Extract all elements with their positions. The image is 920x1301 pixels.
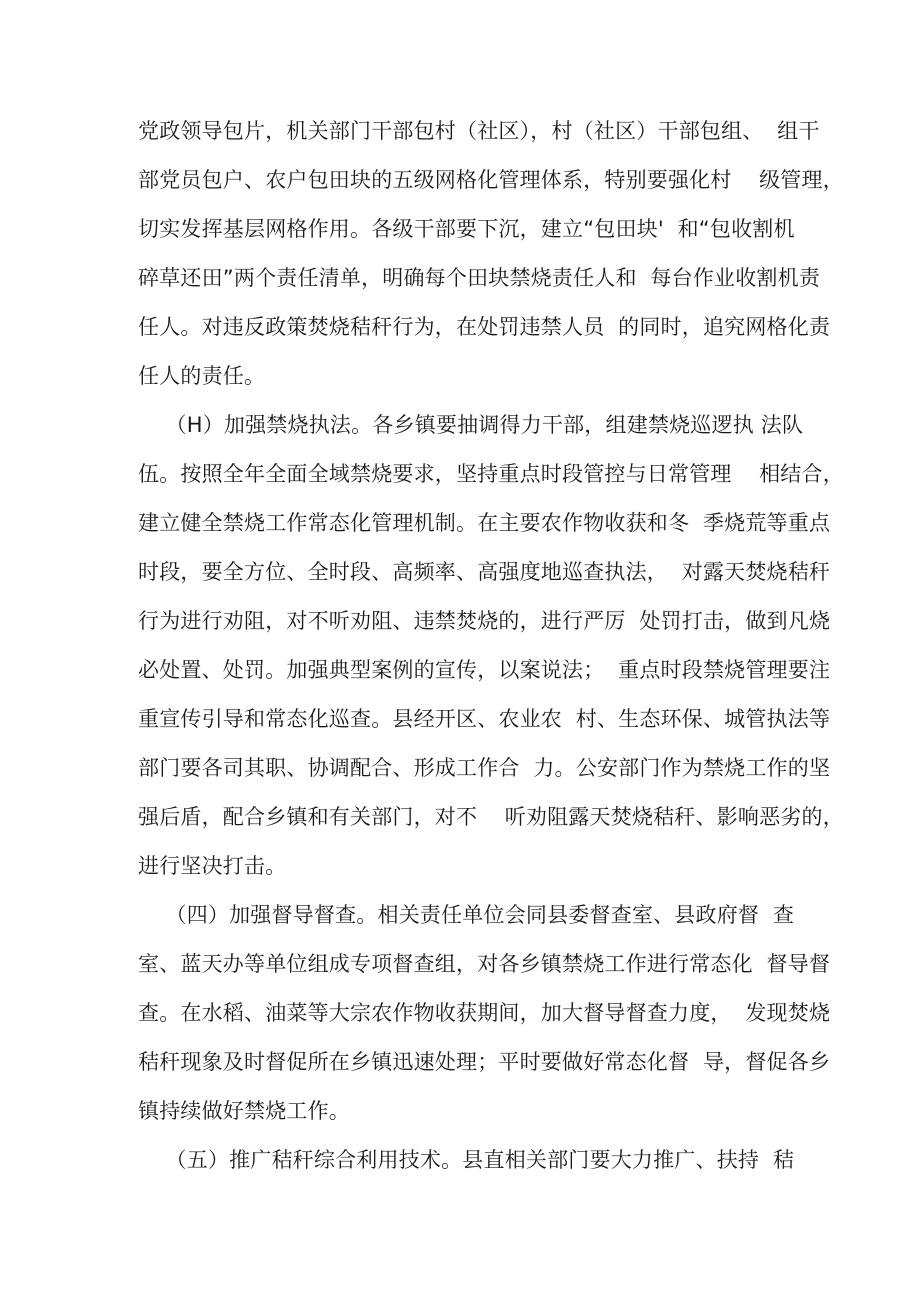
text-line: 部门要各司其职、协调配合、形成工作合 力。公安部门作为禁烧工作的坚	[138, 756, 831, 780]
text-line: 建立健全禁烧工作常态化管理机制。在主要农作物收获和冬 季烧荒等重点	[138, 511, 831, 535]
text-line: 时段，要全方位、全时段、高频率、高强度地巡查执法， 对露天焚烧秸秆	[138, 560, 831, 584]
text-line: 镇持续做好禁烧工作。	[138, 1099, 350, 1123]
text-line: 部党员包户、农户包田块的五级网格化管理体系，特别要强化村 级管理，	[138, 168, 844, 192]
text-line: 任人。对违反政策焚烧秸秆行为，在处罚违禁人员 的同时，追究网格化责	[138, 315, 831, 339]
text-line: 进行坚决打击。	[138, 854, 287, 878]
text-line: 强后盾，配合乡镇和有关部门，对不 听劝阻露天焚烧秸秆、影响恶劣的，	[138, 805, 844, 829]
text-line: 查。在水稻、油菜等大宗农作物收获期间，加大督导督查力度， 发现焚烧	[138, 1001, 831, 1025]
text-line: 碎草还田”两个责任清单，明确每个田块禁烧责任人和 每台作业收割机责	[138, 266, 821, 290]
text-line: 室、蓝天办等单位组成专项督查组，对各乡镇禁烧工作进行常态化 督导督	[138, 952, 831, 976]
text-line: （五）推广秸秆综合利用技术。县直相关部门要大力推广、扶持 秸	[138, 1148, 795, 1172]
text-line: 伍。按照全年全面全域禁烧要求，坚持重点时段管控与日常管理 相结合，	[138, 462, 844, 486]
text-line: 必处置、处罚。加强典型案例的宣传，以案说法； 重点时段禁烧管理要注	[138, 658, 831, 682]
text-line: 党政领导包片，机关部门干部包村（社区），村（社区）干部包组、 组干	[138, 119, 820, 143]
text-line: 任人的责任。	[138, 364, 266, 388]
text-line: （H）加强禁烧执法。各乡镇要抽调得力干部，组建禁烧巡逻执 法队	[138, 413, 804, 437]
text-line: 秸秆现象及时督促所在乡镇迅速处理；平时要做好常态化督 导，督促各乡	[138, 1050, 831, 1074]
text-line: 重宣传引导和常态化巡查。县经开区、农业农 村、生态环保、城管执法等	[138, 707, 831, 731]
text-line: （四）加强督导督查。相关责任单位会同县委督查室、县政府督 查	[138, 903, 795, 927]
text-line: 切实发挥基层网格作用。各级干部要下沉，建立“包田块' 和“包收割机	[138, 217, 795, 241]
text-line: 行为进行劝阻，对不听劝阻、违禁焚烧的，进行严厉 处罚打击，做到凡烧	[138, 609, 831, 633]
